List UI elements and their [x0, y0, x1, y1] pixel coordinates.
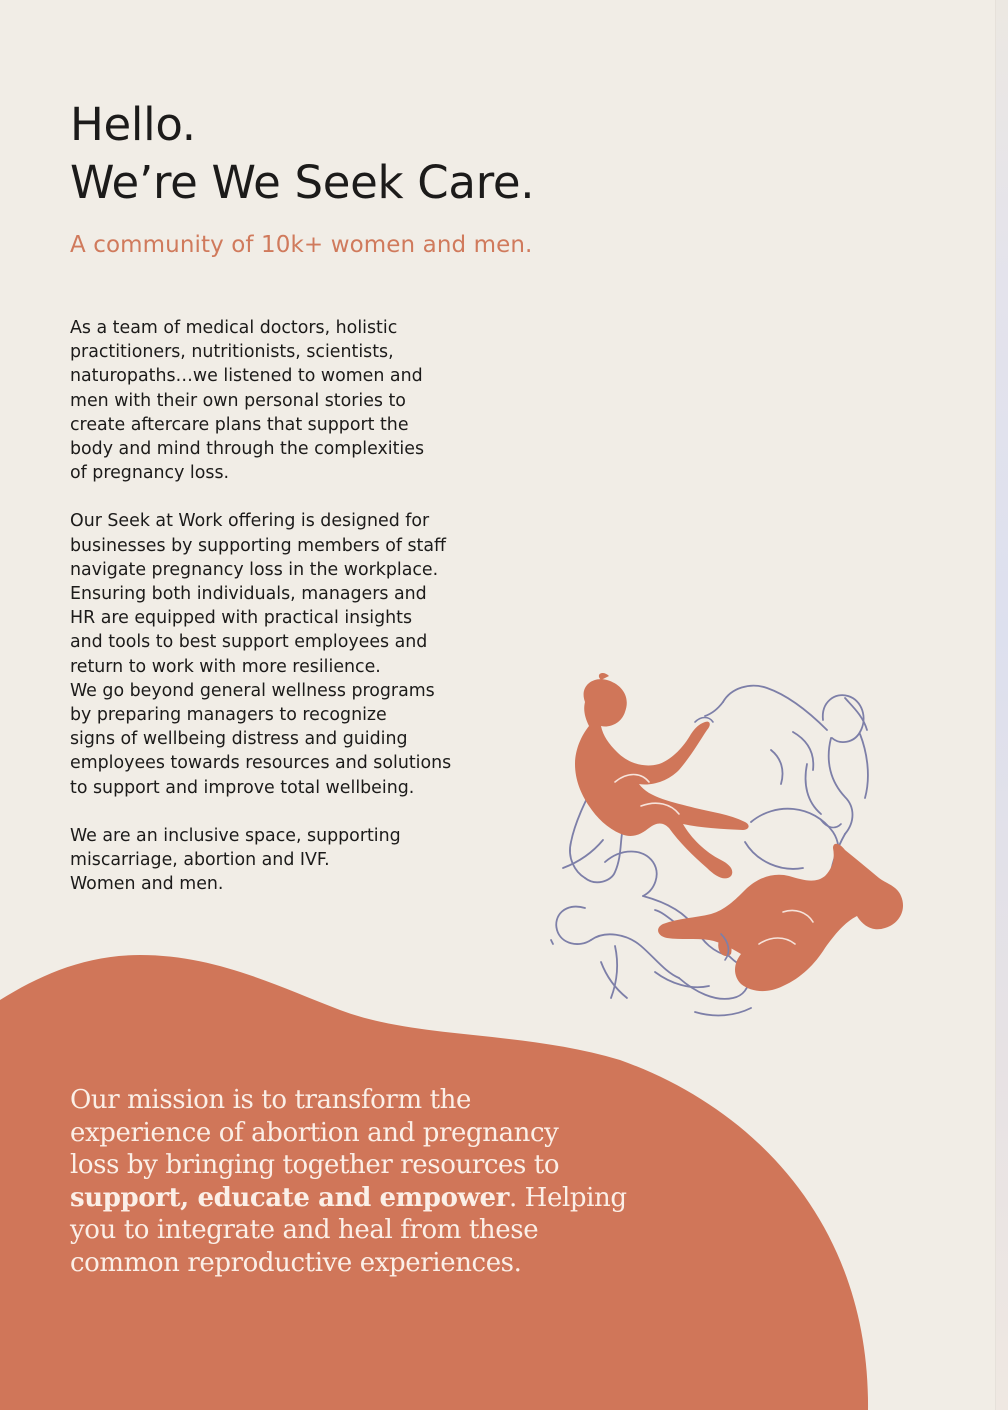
text-line: practitioners, nutritionists, scientists, [70, 342, 394, 363]
text-line: and tools to best support employees and [70, 632, 428, 653]
page-edge-line [995, 0, 996, 1410]
paragraph-seek-at-work [70, 509, 500, 799]
text-line: signs of wellbeing distress and guiding [70, 729, 408, 750]
text-line: men with their own personal stories to [70, 390, 406, 411]
text-line: Women and men. [70, 874, 224, 895]
women-figures-illustration [545, 672, 915, 1032]
text-line: body and mind through the complexities [70, 439, 425, 460]
filled-figures [575, 673, 903, 991]
text-line: We go beyond general wellness programs [70, 680, 435, 701]
text-line: by preparing managers to recognize [70, 705, 387, 726]
text-line: Ensuring both individuals, managers and [70, 584, 427, 605]
paragraph-about-team [70, 316, 500, 485]
text-line: employees towards resources and solutions [70, 753, 452, 774]
mission-line [70, 1182, 630, 1215]
text-line: navigate pregnancy loss in the workplace. [70, 559, 439, 580]
title-line-2: We’re We Seek Care. [70, 156, 535, 209]
mission-line: common reproductive experiences. [70, 1247, 522, 1278]
text-line: naturopaths…we listened to women and [70, 366, 423, 387]
mission-line: Our mission is to transform the [70, 1085, 471, 1115]
mission-emphasis: support, educate and empower [70, 1182, 509, 1213]
text-line: to support and improve total wellbeing. [70, 777, 415, 798]
page-title [70, 96, 534, 212]
mission-line: you to integrate and heal from these [70, 1215, 539, 1245]
text-line: create aftercare plans that support the [70, 414, 409, 435]
mission-statement [70, 1084, 630, 1279]
text-line: of pregnancy loss. [70, 463, 230, 484]
mission-line-rest: . Helping [508, 1182, 627, 1213]
title-line-1: Hello. [70, 98, 196, 151]
tagline: A community of 10k+ women and men. [70, 232, 533, 258]
paragraph-inclusive-space [70, 824, 500, 897]
mission-line: loss by bringing together resources to [70, 1150, 560, 1180]
text-line: miscarriage, abortion and IVF. [70, 850, 330, 871]
body-copy [70, 316, 500, 920]
page-edge-gradient [996, 0, 1008, 1410]
text-line: HR are equipped with practical insights [70, 608, 413, 629]
text-line: businesses by supporting members of staff [70, 535, 446, 556]
text-line: return to work with more resilience. [70, 656, 381, 677]
text-line: Our Seek at Work offering is designed for [70, 511, 430, 532]
mission-line: experience of abortion and pregnancy [70, 1117, 559, 1148]
text-line: As a team of medical doctors, holistic [70, 318, 398, 338]
text-line: We are an inclusive space, supporting [70, 825, 401, 846]
